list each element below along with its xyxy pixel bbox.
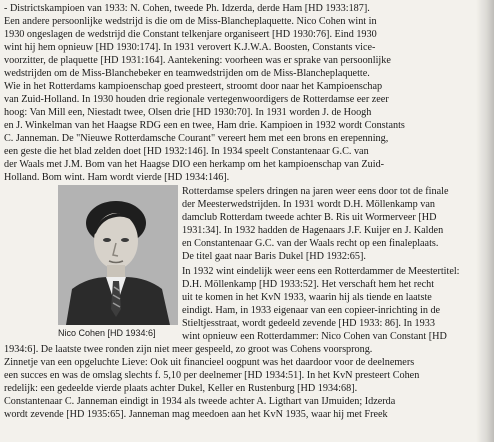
text-line: 1931:34]. In 1932 hadden de Hagenaars J.F. Kuijer en J. Kalden	[182, 225, 444, 236]
text-line: Stieltjesstraat, wordt gedeeld zevende [HD 1933: 86]. In 1933	[182, 318, 435, 329]
text-line: Constantenaar C. Janneman eindigt in 1934 als tweede achter A. Ligthart van IJmuiden; Idzerda	[4, 396, 396, 407]
text-line: Zinnetje van een opgeluchte Lieve: Ook uit financieel oogpunt was het daardoor voor de deelnemers	[4, 357, 415, 368]
text-line: Een andere persoonlijke wedstrijd is die om de Miss-Blancheplaquette. Nico Cohen wint in	[4, 16, 377, 27]
text-line: Wie in het Rotterdams kampioenschap goed presteert, stroomt door naar het Kampioenschap	[4, 81, 383, 92]
text-line: van Zuid-Holland. In 1930 houden drie regionale vertegenwoordigers de Rotterdamse eer zeer	[4, 94, 389, 105]
text-line: wedstrijden om de Miss-Blanchebeker en teamwedstrijden om de Miss-Blancheplaquette.	[4, 68, 370, 79]
text-line: een succes en was de omslag slechts f. 5,10 per deelnemer [HD 1934:51]. In het KvN presteert Cohen	[4, 370, 420, 381]
text-line: voorzitter, de plaquette [HD 1931:164]. Aantekening: voorheen was er sprake van persoonlijke	[4, 55, 391, 66]
text-line: In 1932 wint eindelijk weer eens een Rotterdammer de Meestertitel:	[182, 266, 460, 277]
text-line: damclub Rotterdam tweede achter B. Ris uit Wormerveer [HD	[182, 212, 437, 223]
photo-caption: Nico Cohen [HD 1934:6]	[58, 328, 156, 338]
text-line: redelijk: een gedeelde vierde plaats achter Dukel, Keller en Rustenburg [HD 1934:68].	[4, 383, 358, 394]
text-line: der Waals met J.M. Bom van het Haagse DIO een herkamp om het kampioenschap van Zuid-	[4, 159, 385, 170]
text-line: eindigt. Ham, in 1933 eigenaar van een copieer-inrichting in de	[182, 305, 441, 316]
portrait-photo	[58, 185, 178, 325]
text-line: 1934:6]. De laatste twee ronden zijn niet meer gespeeld, zo groot was Cohens voorsprong.	[4, 344, 373, 355]
text-line: wordt zevende [HD 1935:65]. Janneman mag meedoen aan het KvN 1935, waar hij met Freek	[4, 409, 388, 420]
text-line: een geste die het blad zelden doet [HD 1932:146]. In 1934 speelt Constantenaar G.C. van	[4, 146, 369, 157]
text-line: Rotterdamse spelers dringen na jaren weer eens door tot de finale	[182, 186, 449, 197]
text-line: en Constantenaar G.C. van der Waals recht op een finaleplaats.	[182, 238, 439, 249]
text-line: - Districtskampioen van 1933: N. Cohen, tweede Ph. Idzerda, derde Ham [HD 1933:187].	[4, 3, 370, 14]
text-line: D.H. Möllenkamp [HD 1933:52]. Het verschaft hem het recht	[182, 279, 435, 290]
page-gutter-shadow	[476, 0, 494, 442]
text-line: Holland. Bom wint. Ham wordt vierde [HD 1934:146].	[4, 172, 230, 183]
text-line: hoog: Van Mill een, Niestadt twee, Olsen drie [HD 1930:70]. In 1931 worden J. de Hoogh	[4, 107, 372, 118]
text-line: der Meesterwedstrijden. In 1931 wordt D.H. Möllenkamp van	[182, 199, 435, 210]
text-line: De titel gaat naar Baris Dukel [HD 1932:65].	[182, 251, 366, 262]
text-line: C. Janneman. De "Nieuwe Rotterdamsche Courant" vereert hem met een brons en erepenning,	[4, 133, 389, 144]
text-line: en J. Winkelman van het Haagse RDG een en twee, Ham drie. Kampioen in 1932 wordt Constants	[4, 120, 405, 131]
text-line: 1930 ongeslagen de wedstrijd die Constant telkenjare organiseert [HD 1930:76]. Eind 1930	[4, 29, 377, 40]
portrait-icon	[58, 185, 178, 325]
text-line: uit te komen in het KvN 1933, waarin hij als tiende en laatste	[182, 292, 432, 303]
text-line: wint hij hem opnieuw [HD 1930:174]. In 1931 verovert K.J.W.A. Boosten, Constants vice-	[4, 42, 376, 53]
text-line: wint opnieuw een Rotterdammer: Nico Cohen van Constant [HD	[182, 331, 447, 342]
